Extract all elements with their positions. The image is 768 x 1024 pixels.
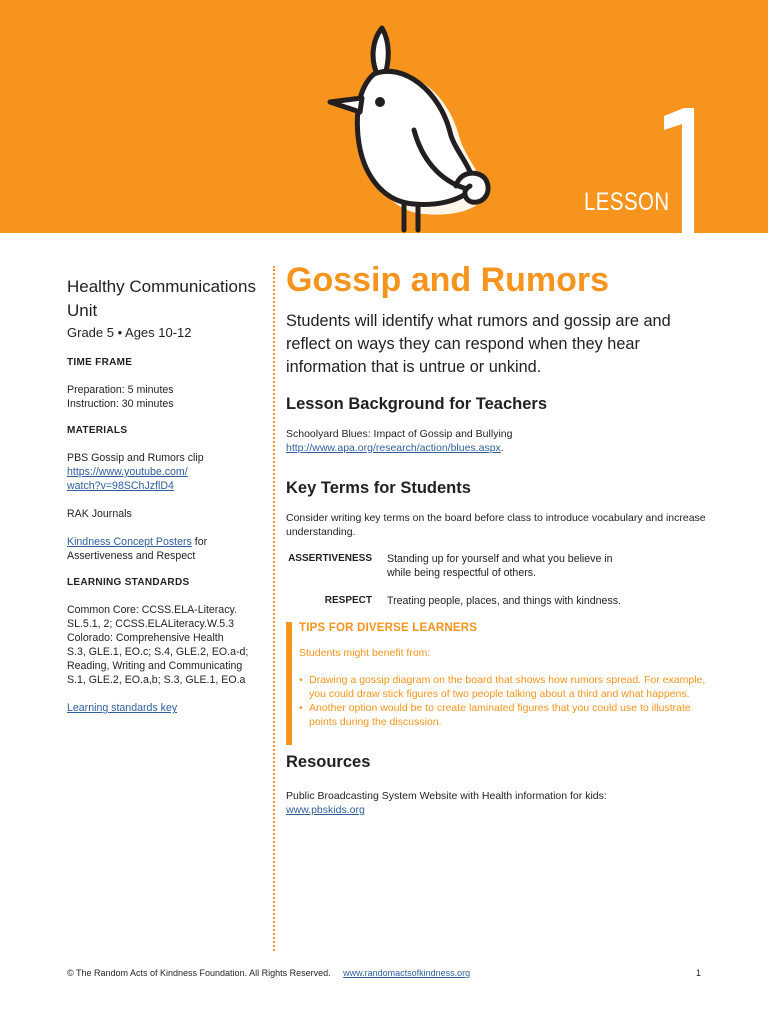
- footer-site-link[interactable]: www.randomactsofkindness.org: [343, 968, 471, 978]
- resources-text: Public Broadcasting System Website with Health information for kids: www.pbskids.org: [286, 790, 607, 816]
- term-assertiveness: [286, 552, 706, 580]
- posters-link[interactable]: Kindness Concept Posters: [67, 536, 192, 548]
- resources-link[interactable]: www.pbskids.org: [286, 804, 365, 816]
- standards-text: Common Core: CCSS.ELA-Literacy. SL.5.1, 2; CCSS.ELALiteracy.W.5.3 Colorado: Comprehensive Health S.3, GLE.1, EO.c; S.4, GLE.2, EO.a-d; Reading, Writing and Communicating S.1, GLE.2, EO.a,b; S.3, GLE.1, EO.a: [67, 604, 249, 686]
- tips-box: [286, 622, 706, 729]
- footer: [67, 968, 701, 978]
- time-frame-heading: TIME FRAME: [67, 357, 133, 368]
- tips-subheading: Students might benefit from:: [299, 647, 431, 659]
- tips-heading: TIPS FOR DIVERSE LEARNERS: [299, 622, 478, 634]
- key-terms-intro: Consider writing key terms on the board before class to introduce vocabulary and increase understanding.: [286, 512, 706, 538]
- header-banner: [0, 0, 768, 233]
- main-content: [286, 258, 706, 817]
- rak-journals: RAK Journals: [67, 508, 132, 520]
- list-item: • Drawing a gossip diagram on the board that shows how rumors spread. For example, you could draw stick figures of two people talking about a third and what happens.: [299, 673, 706, 701]
- term-definition: Standing up for yourself and what you believe in while being respectful of others.: [387, 553, 613, 579]
- sidebar: [67, 275, 257, 729]
- bird-illustration: [318, 20, 508, 233]
- standards-heading: LEARNING STANDARDS: [67, 577, 190, 588]
- standards-key-link[interactable]: Learning standards key: [67, 702, 178, 714]
- grade-info: Grade 5 • Ages 10-12: [67, 325, 192, 340]
- clip-material: [67, 451, 257, 493]
- prep-time: Preparation: 5 minutes: [67, 384, 174, 396]
- list-item: • Another option would be to create laminated figures that you could use to illustrate points during the discussion.: [299, 701, 706, 729]
- term-name: RESPECT: [324, 595, 372, 606]
- intro-text: Students will identify what rumors and gossip are and reflect on ways they can respond when they hear information that is untrue or unkind.: [286, 312, 671, 376]
- copyright-text: © The Random Acts of Kindness Foundation. All Rights Reserved.: [67, 968, 331, 978]
- tips-accent-bar: [286, 622, 292, 745]
- resources-heading: Resources: [286, 753, 371, 771]
- background-link[interactable]: http://www.apa.org/research/action/blues.aspx: [286, 442, 501, 454]
- background-heading: Lesson Background for Teachers: [286, 395, 548, 413]
- time-frame-text: [67, 383, 257, 411]
- page-title: Gossip and Rumors: [286, 261, 610, 299]
- standards-key: [67, 701, 257, 715]
- key-terms-heading: Key Terms for Students: [286, 479, 471, 497]
- page-number: 1: [695, 968, 701, 978]
- materials-heading: MATERIALS: [67, 425, 128, 436]
- background-text: Schoolyard Blues: Impact of Gossip and Bullying http://www.apa.org/research/action/blues.aspx.: [286, 428, 513, 454]
- clip-label: PBS Gossip and Rumors clip: [67, 452, 204, 464]
- lesson-number-glyph: [662, 108, 696, 233]
- tips-list: [299, 673, 706, 729]
- term-respect: [286, 594, 706, 608]
- posters-material: Kindness Concept Posters for Assertiveness and Respect: [67, 536, 208, 562]
- term-name: ASSERTIVENESS: [288, 553, 372, 564]
- terms-list: [286, 552, 706, 608]
- clip-link[interactable]: https://www.youtube.com/ watch?v=98SChJzflD4: [67, 466, 188, 492]
- dotted-divider: [273, 266, 275, 951]
- term-definition: Treating people, places, and things with kindness.: [387, 595, 621, 607]
- unit-title: Healthy Communications Unit: [67, 277, 256, 320]
- lesson-label: LESSON: [584, 188, 670, 216]
- instruction-time: Instruction: 30 minutes: [67, 398, 174, 410]
